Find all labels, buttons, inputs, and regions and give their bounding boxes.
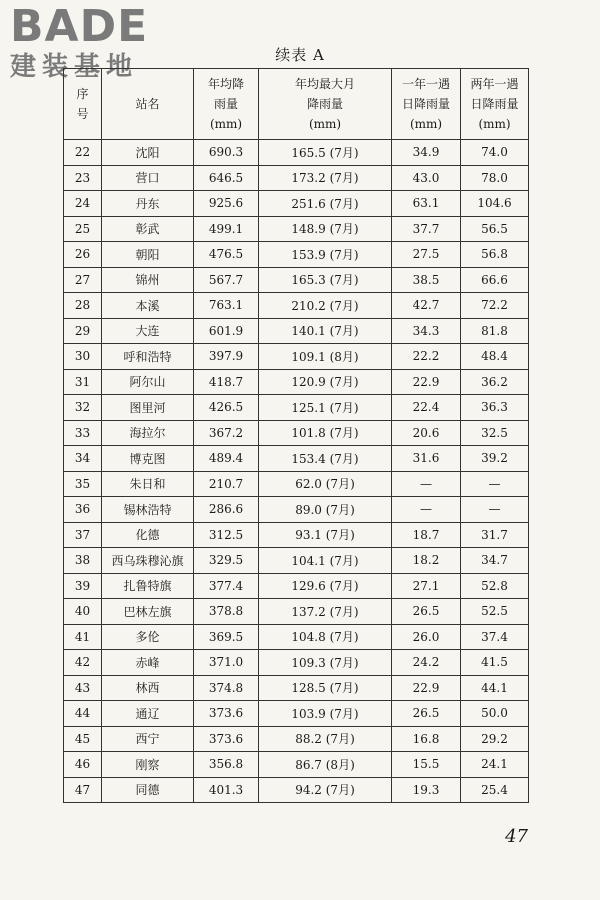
table-cell: 43.0: [392, 165, 461, 191]
table-cell: 374.8: [194, 675, 259, 701]
table-cell: 32.5: [461, 420, 529, 446]
column-header: [259, 69, 392, 140]
table-cell: 林西: [102, 675, 194, 701]
table-cell: 52.5: [461, 599, 529, 625]
table-cell: 22: [64, 140, 102, 166]
table-cell: 210.2 (7月): [259, 293, 392, 319]
table-cell: 86.7 (8月): [259, 752, 392, 778]
table-cell: 同德: [102, 777, 194, 803]
table-cell: 锦州: [102, 267, 194, 293]
table-cell: 呼和浩特: [102, 344, 194, 370]
table-cell: 37.4: [461, 624, 529, 650]
table-cell: 16.8: [392, 726, 461, 752]
table-cell: 多伦: [102, 624, 194, 650]
table-cell: 巴林左旗: [102, 599, 194, 625]
table-cell: 27.5: [392, 242, 461, 268]
table-row: [64, 318, 529, 344]
table-row: [64, 522, 529, 548]
table-cell: 34.7: [461, 548, 529, 574]
table-cell: 129.6 (7月): [259, 573, 392, 599]
column-header-line: 号: [76, 107, 89, 121]
table-cell: —: [461, 471, 529, 497]
table-cell: 66.6: [461, 267, 529, 293]
table-cell: 401.3: [194, 777, 259, 803]
table-cell: 本溪: [102, 293, 194, 319]
header-row: [64, 69, 529, 140]
table-cell: 329.5: [194, 548, 259, 574]
column-header: [194, 69, 259, 140]
table-cell: 37.7: [392, 216, 461, 242]
table-cell: 109.1 (8月): [259, 344, 392, 370]
table-cell: 104.1 (7月): [259, 548, 392, 574]
table-row: [64, 573, 529, 599]
table-cell: 42: [64, 650, 102, 676]
table-cell: 彰武: [102, 216, 194, 242]
table-cell: 251.6 (7月): [259, 191, 392, 217]
table-cell: —: [461, 497, 529, 523]
table-cell: 88.2 (7月): [259, 726, 392, 752]
table-cell: 74.0: [461, 140, 529, 166]
table-cell: 36.3: [461, 395, 529, 421]
table-cell: 377.4: [194, 573, 259, 599]
table-cell: 38.5: [392, 267, 461, 293]
table-cell: 41: [64, 624, 102, 650]
table-cell: 476.5: [194, 242, 259, 268]
table-cell: 29.2: [461, 726, 529, 752]
table-cell: 22.4: [392, 395, 461, 421]
column-header-line: 降雨量: [306, 97, 343, 111]
table-cell: —: [392, 497, 461, 523]
table-cell: 173.2 (7月): [259, 165, 392, 191]
logo-text: BADE: [10, 1, 149, 52]
table-cell: 沈阳: [102, 140, 194, 166]
table-row: [64, 369, 529, 395]
table-cell: 125.1 (7月): [259, 395, 392, 421]
table-row: [64, 650, 529, 676]
rainfall-table: [63, 68, 529, 803]
column-header: [461, 69, 529, 140]
table-cell: —: [392, 471, 461, 497]
table-cell: 34: [64, 446, 102, 472]
table-row: [64, 395, 529, 421]
table-row: [64, 701, 529, 727]
table-cell: 373.6: [194, 701, 259, 727]
table-cell: 26.0: [392, 624, 461, 650]
table-cell: 赤峰: [102, 650, 194, 676]
table-cell: 46: [64, 752, 102, 778]
table-cell: 30: [64, 344, 102, 370]
table-cell: 38: [64, 548, 102, 574]
column-header-line: 雨量: [213, 97, 238, 111]
table-row: [64, 752, 529, 778]
table-cell: 营口: [102, 165, 194, 191]
table-cell: 45: [64, 726, 102, 752]
table-title: 续表 A: [275, 46, 325, 64]
table-cell: 18.7: [392, 522, 461, 548]
column-header-line: (mm): [478, 117, 511, 131]
table-cell: 22.2: [392, 344, 461, 370]
table-cell: 39: [64, 573, 102, 599]
table-cell: 24.1: [461, 752, 529, 778]
table-cell: 153.9 (7月): [259, 242, 392, 268]
table-cell: 601.9: [194, 318, 259, 344]
table-cell: 286.6: [194, 497, 259, 523]
table-row: [64, 726, 529, 752]
table-cell: 27.1: [392, 573, 461, 599]
table-cell: 15.5: [392, 752, 461, 778]
table-cell: 36.2: [461, 369, 529, 395]
table-cell: 312.5: [194, 522, 259, 548]
table-cell: 41.5: [461, 650, 529, 676]
table-row: [64, 267, 529, 293]
table-row: [64, 675, 529, 701]
table-cell: 36: [64, 497, 102, 523]
table-cell: 31.6: [392, 446, 461, 472]
column-header-line: 序: [76, 87, 89, 101]
table-cell: 81.8: [461, 318, 529, 344]
table-cell: 101.8 (7月): [259, 420, 392, 446]
table-cell: 356.8: [194, 752, 259, 778]
table-row: [64, 777, 529, 803]
table-cell: 25.4: [461, 777, 529, 803]
table-cell: 32: [64, 395, 102, 421]
table-cell: 26.5: [392, 701, 461, 727]
table-cell: 44: [64, 701, 102, 727]
table-cell: 34.3: [392, 318, 461, 344]
table-cell: 24.2: [392, 650, 461, 676]
table-cell: 31: [64, 369, 102, 395]
table-cell: 120.9 (7月): [259, 369, 392, 395]
table-row: [64, 140, 529, 166]
table-cell: 44.1: [461, 675, 529, 701]
table-cell: 18.2: [392, 548, 461, 574]
table-cell: 锡林浩特: [102, 497, 194, 523]
table-cell: 27: [64, 267, 102, 293]
table-cell: 扎鲁特旗: [102, 573, 194, 599]
table-row: [64, 599, 529, 625]
table-cell: 19.3: [392, 777, 461, 803]
table-cell: 35: [64, 471, 102, 497]
table-cell: 47: [64, 777, 102, 803]
table-cell: 140.1 (7月): [259, 318, 392, 344]
table-cell: 37: [64, 522, 102, 548]
table-row: [64, 165, 529, 191]
table-cell: 阿尔山: [102, 369, 194, 395]
column-header-line: 年均最大月: [294, 77, 355, 91]
table-cell: 63.1: [392, 191, 461, 217]
table-cell: 43: [64, 675, 102, 701]
table-cell: 210.7: [194, 471, 259, 497]
table-cell: 426.5: [194, 395, 259, 421]
table-cell: 78.0: [461, 165, 529, 191]
table-row: [64, 216, 529, 242]
table-cell: 165.5 (7月): [259, 140, 392, 166]
table-cell: 25: [64, 216, 102, 242]
table-cell: 153.4 (7月): [259, 446, 392, 472]
table-row: [64, 344, 529, 370]
table-cell: 24: [64, 191, 102, 217]
column-header-line: 日降雨量: [470, 97, 519, 111]
table-cell: 26: [64, 242, 102, 268]
table-cell: 丹东: [102, 191, 194, 217]
table-cell: 29: [64, 318, 102, 344]
table-cell: 朝阳: [102, 242, 194, 268]
table-cell: 369.5: [194, 624, 259, 650]
table-row: [64, 191, 529, 217]
table-cell: 373.6: [194, 726, 259, 752]
column-header-line: (mm): [209, 117, 243, 131]
table-row: [64, 471, 529, 497]
table-row: [64, 548, 529, 574]
table-cell: 137.2 (7月): [259, 599, 392, 625]
table-cell: 104.8 (7月): [259, 624, 392, 650]
column-header-line: 一年一遇: [401, 77, 450, 91]
table-cell: 367.2: [194, 420, 259, 446]
table-row: [64, 420, 529, 446]
table-cell: 371.0: [194, 650, 259, 676]
table-cell: 397.9: [194, 344, 259, 370]
table-cell: 690.3: [194, 140, 259, 166]
table-cell: 化德: [102, 522, 194, 548]
table-cell: 72.2: [461, 293, 529, 319]
table-row: [64, 497, 529, 523]
table-cell: 103.9 (7月): [259, 701, 392, 727]
table-row: [64, 624, 529, 650]
table-cell: 499.1: [194, 216, 259, 242]
table-cell: 94.2 (7月): [259, 777, 392, 803]
table-cell: 93.1 (7月): [259, 522, 392, 548]
table-cell: 489.4: [194, 446, 259, 472]
table-cell: 西宁: [102, 726, 194, 752]
table-cell: 大连: [102, 318, 194, 344]
table-cell: 646.5: [194, 165, 259, 191]
table-cell: 165.3 (7月): [259, 267, 392, 293]
column-header: [392, 69, 461, 140]
table-cell: 博克图: [102, 446, 194, 472]
table-cell: 20.6: [392, 420, 461, 446]
table-cell: 图里河: [102, 395, 194, 421]
table-cell: 50.0: [461, 701, 529, 727]
column-header: [102, 69, 194, 140]
table-cell: 56.8: [461, 242, 529, 268]
table-cell: 39.2: [461, 446, 529, 472]
table-cell: 109.3 (7月): [259, 650, 392, 676]
table-cell: 28: [64, 293, 102, 319]
table-cell: 925.6: [194, 191, 259, 217]
table-header: [64, 69, 529, 140]
table-cell: 567.7: [194, 267, 259, 293]
column-header: [64, 69, 102, 140]
logo-subtext: 建装基地: [10, 52, 139, 82]
table-cell: 89.0 (7月): [259, 497, 392, 523]
table-cell: 52.8: [461, 573, 529, 599]
column-header-line: 年均降: [207, 77, 244, 91]
column-header-line: 站名: [135, 97, 160, 111]
table-cell: 33: [64, 420, 102, 446]
table-cell: 104.6: [461, 191, 529, 217]
column-header-line: 两年一遇: [470, 77, 519, 91]
table-cell: 40: [64, 599, 102, 625]
table-cell: 418.7: [194, 369, 259, 395]
table-row: [64, 293, 529, 319]
table-cell: 62.0 (7月): [259, 471, 392, 497]
table-cell: 朱日和: [102, 471, 194, 497]
table-row: [64, 446, 529, 472]
table-cell: 26.5: [392, 599, 461, 625]
table-cell: 148.9 (7月): [259, 216, 392, 242]
table-cell: 56.5: [461, 216, 529, 242]
column-header-line: (mm): [409, 117, 443, 131]
table-cell: 西乌珠穆沁旗: [102, 548, 194, 574]
table-cell: 22.9: [392, 675, 461, 701]
table-cell: 23: [64, 165, 102, 191]
table-body: [64, 140, 529, 803]
table-cell: 海拉尔: [102, 420, 194, 446]
table-cell: 48.4: [461, 344, 529, 370]
column-header-line: 日降雨量: [401, 97, 450, 111]
page-number: 47: [505, 826, 528, 847]
column-header-line: (mm): [308, 117, 342, 131]
table-cell: 通辽: [102, 701, 194, 727]
table-cell: 378.8: [194, 599, 259, 625]
table-cell: 刚察: [102, 752, 194, 778]
table-row: [64, 242, 529, 268]
table-cell: 31.7: [461, 522, 529, 548]
table-cell: 763.1: [194, 293, 259, 319]
table-cell: 42.7: [392, 293, 461, 319]
table-cell: 128.5 (7月): [259, 675, 392, 701]
table-cell: 22.9: [392, 369, 461, 395]
table-cell: 34.9: [392, 140, 461, 166]
